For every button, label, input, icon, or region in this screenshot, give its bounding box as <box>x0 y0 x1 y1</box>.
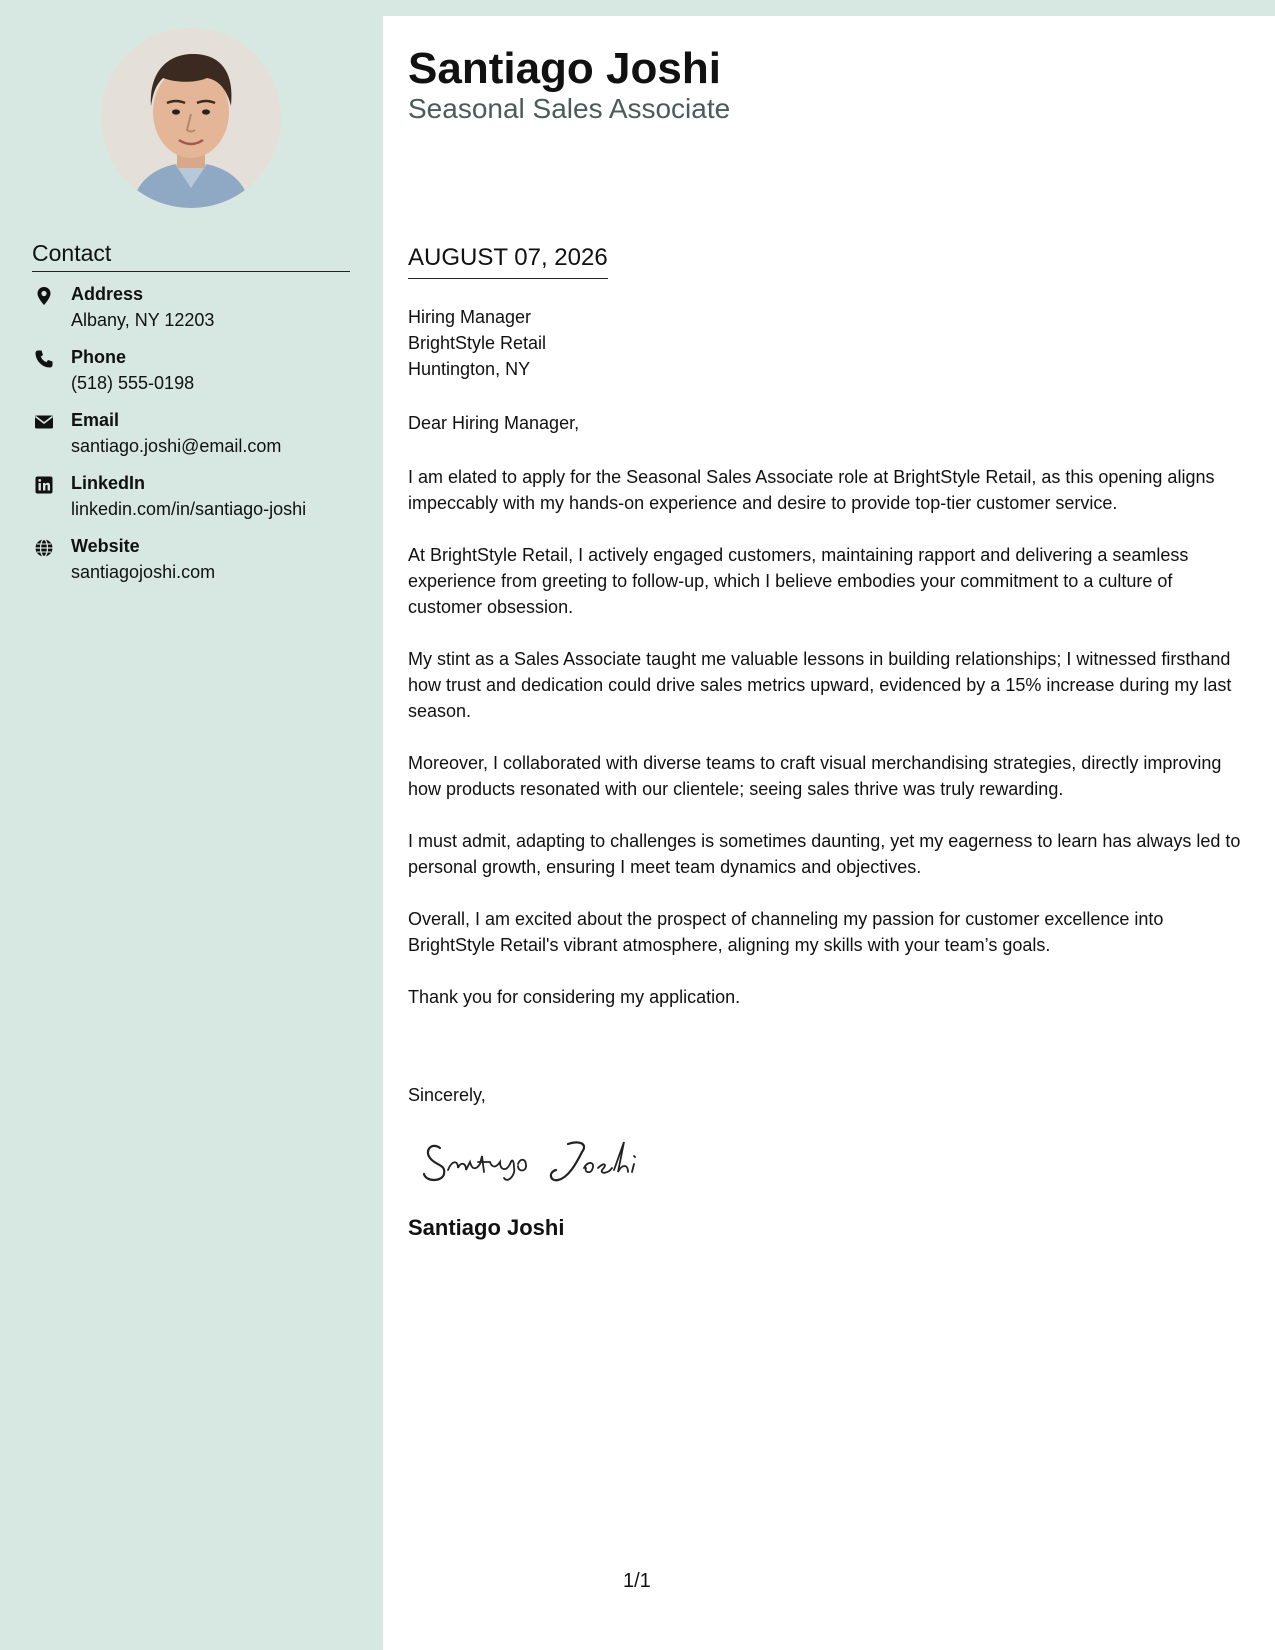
contact-item-linkedin <box>32 473 362 536</box>
contact-heading: Contact <box>32 240 350 272</box>
envelope-icon <box>34 412 54 432</box>
recipient-block <box>408 304 546 382</box>
linkedin-icon <box>34 475 54 495</box>
contact-value[interactable]: santiago.joshi@email.com <box>71 436 282 456</box>
contact-label: LinkedIn <box>71 473 146 493</box>
avatar <box>101 28 281 208</box>
contact-label: Website <box>71 536 140 556</box>
sidebar <box>0 0 383 1650</box>
contact-label: Email <box>71 410 120 430</box>
phone-icon <box>34 349 54 369</box>
signed-name: Santiago Joshi <box>408 1215 565 1240</box>
body-paragraph: At BrightStyle Retail, I actively engaged customers, maintaining rapport and delivering a seamless experience from greeting to follow-up, which I believe embodies your commitment to a culture of customer obsession. <box>408 545 1189 617</box>
recipient-line: Huntington, NY <box>408 359 531 379</box>
body-paragraph: I am elated to apply for the Seasonal Sales Associate role at BrightStyle Retail, as this opening aligns impeccably with my hands-on experience and desire to provide top-tier customer service. <box>408 467 1215 513</box>
globe-icon <box>34 538 54 558</box>
body-paragraph: I must admit, adapting to challenges is sometimes daunting, yet my eagerness to learn has always led to personal growth, ensuring I meet team dynamics and objectives. <box>408 831 1241 877</box>
contact-value: (518) 555-0198 <box>71 373 195 393</box>
contact-item-phone <box>32 347 362 410</box>
body-paragraph: Thank you for considering my application. <box>408 987 741 1007</box>
body-paragraph: Moreover, I collaborated with diverse teams to craft visual merchandising strategies, directly improving how products resonated with our clientele; seeing sales thrive was truly rewarding. <box>408 753 1222 799</box>
contact-value: Albany, NY 12203 <box>71 310 215 330</box>
applicant-name: Santiago Joshi <box>408 44 721 93</box>
closing: Sincerely, <box>408 1085 486 1105</box>
body-paragraph: My stint as a Sales Associate taught me valuable lessons in building relationships; I witnessed firsthand how trust and dedication could drive sales metrics upward, evidenced by a 15% increase during my last season. <box>408 649 1232 721</box>
page-number: 1/1 <box>623 1570 651 1592</box>
contact-item-website <box>32 536 362 599</box>
map-pin-icon <box>34 286 54 306</box>
recipient-line: Hiring Manager <box>408 307 532 327</box>
contact-label: Phone <box>71 347 127 367</box>
contact-list <box>32 284 362 599</box>
contact-item-address <box>32 284 362 347</box>
recipient-line: BrightStyle Retail <box>408 333 547 353</box>
salutation: Dear Hiring Manager, <box>408 413 580 433</box>
letter-body <box>408 464 1248 1036</box>
letter-main <box>383 16 1275 1650</box>
contact-item-email <box>32 410 362 473</box>
contact-label: Address <box>71 284 144 304</box>
letter-date: AUGUST 07, 2026 <box>408 244 608 279</box>
signature-image <box>418 1128 678 1188</box>
body-paragraph: Overall, I am excited about the prospect of channeling my passion for customer excellence into BrightStyle Retail's vibrant atmosphere, aligning my skills with your team’s goals. <box>408 909 1164 955</box>
contact-value[interactable]: linkedin.com/in/santiago-joshi <box>71 499 307 519</box>
top-band <box>383 0 1275 16</box>
contact-value[interactable]: santiagojoshi.com <box>71 562 216 582</box>
job-title: Seasonal Sales Associate <box>408 93 731 124</box>
